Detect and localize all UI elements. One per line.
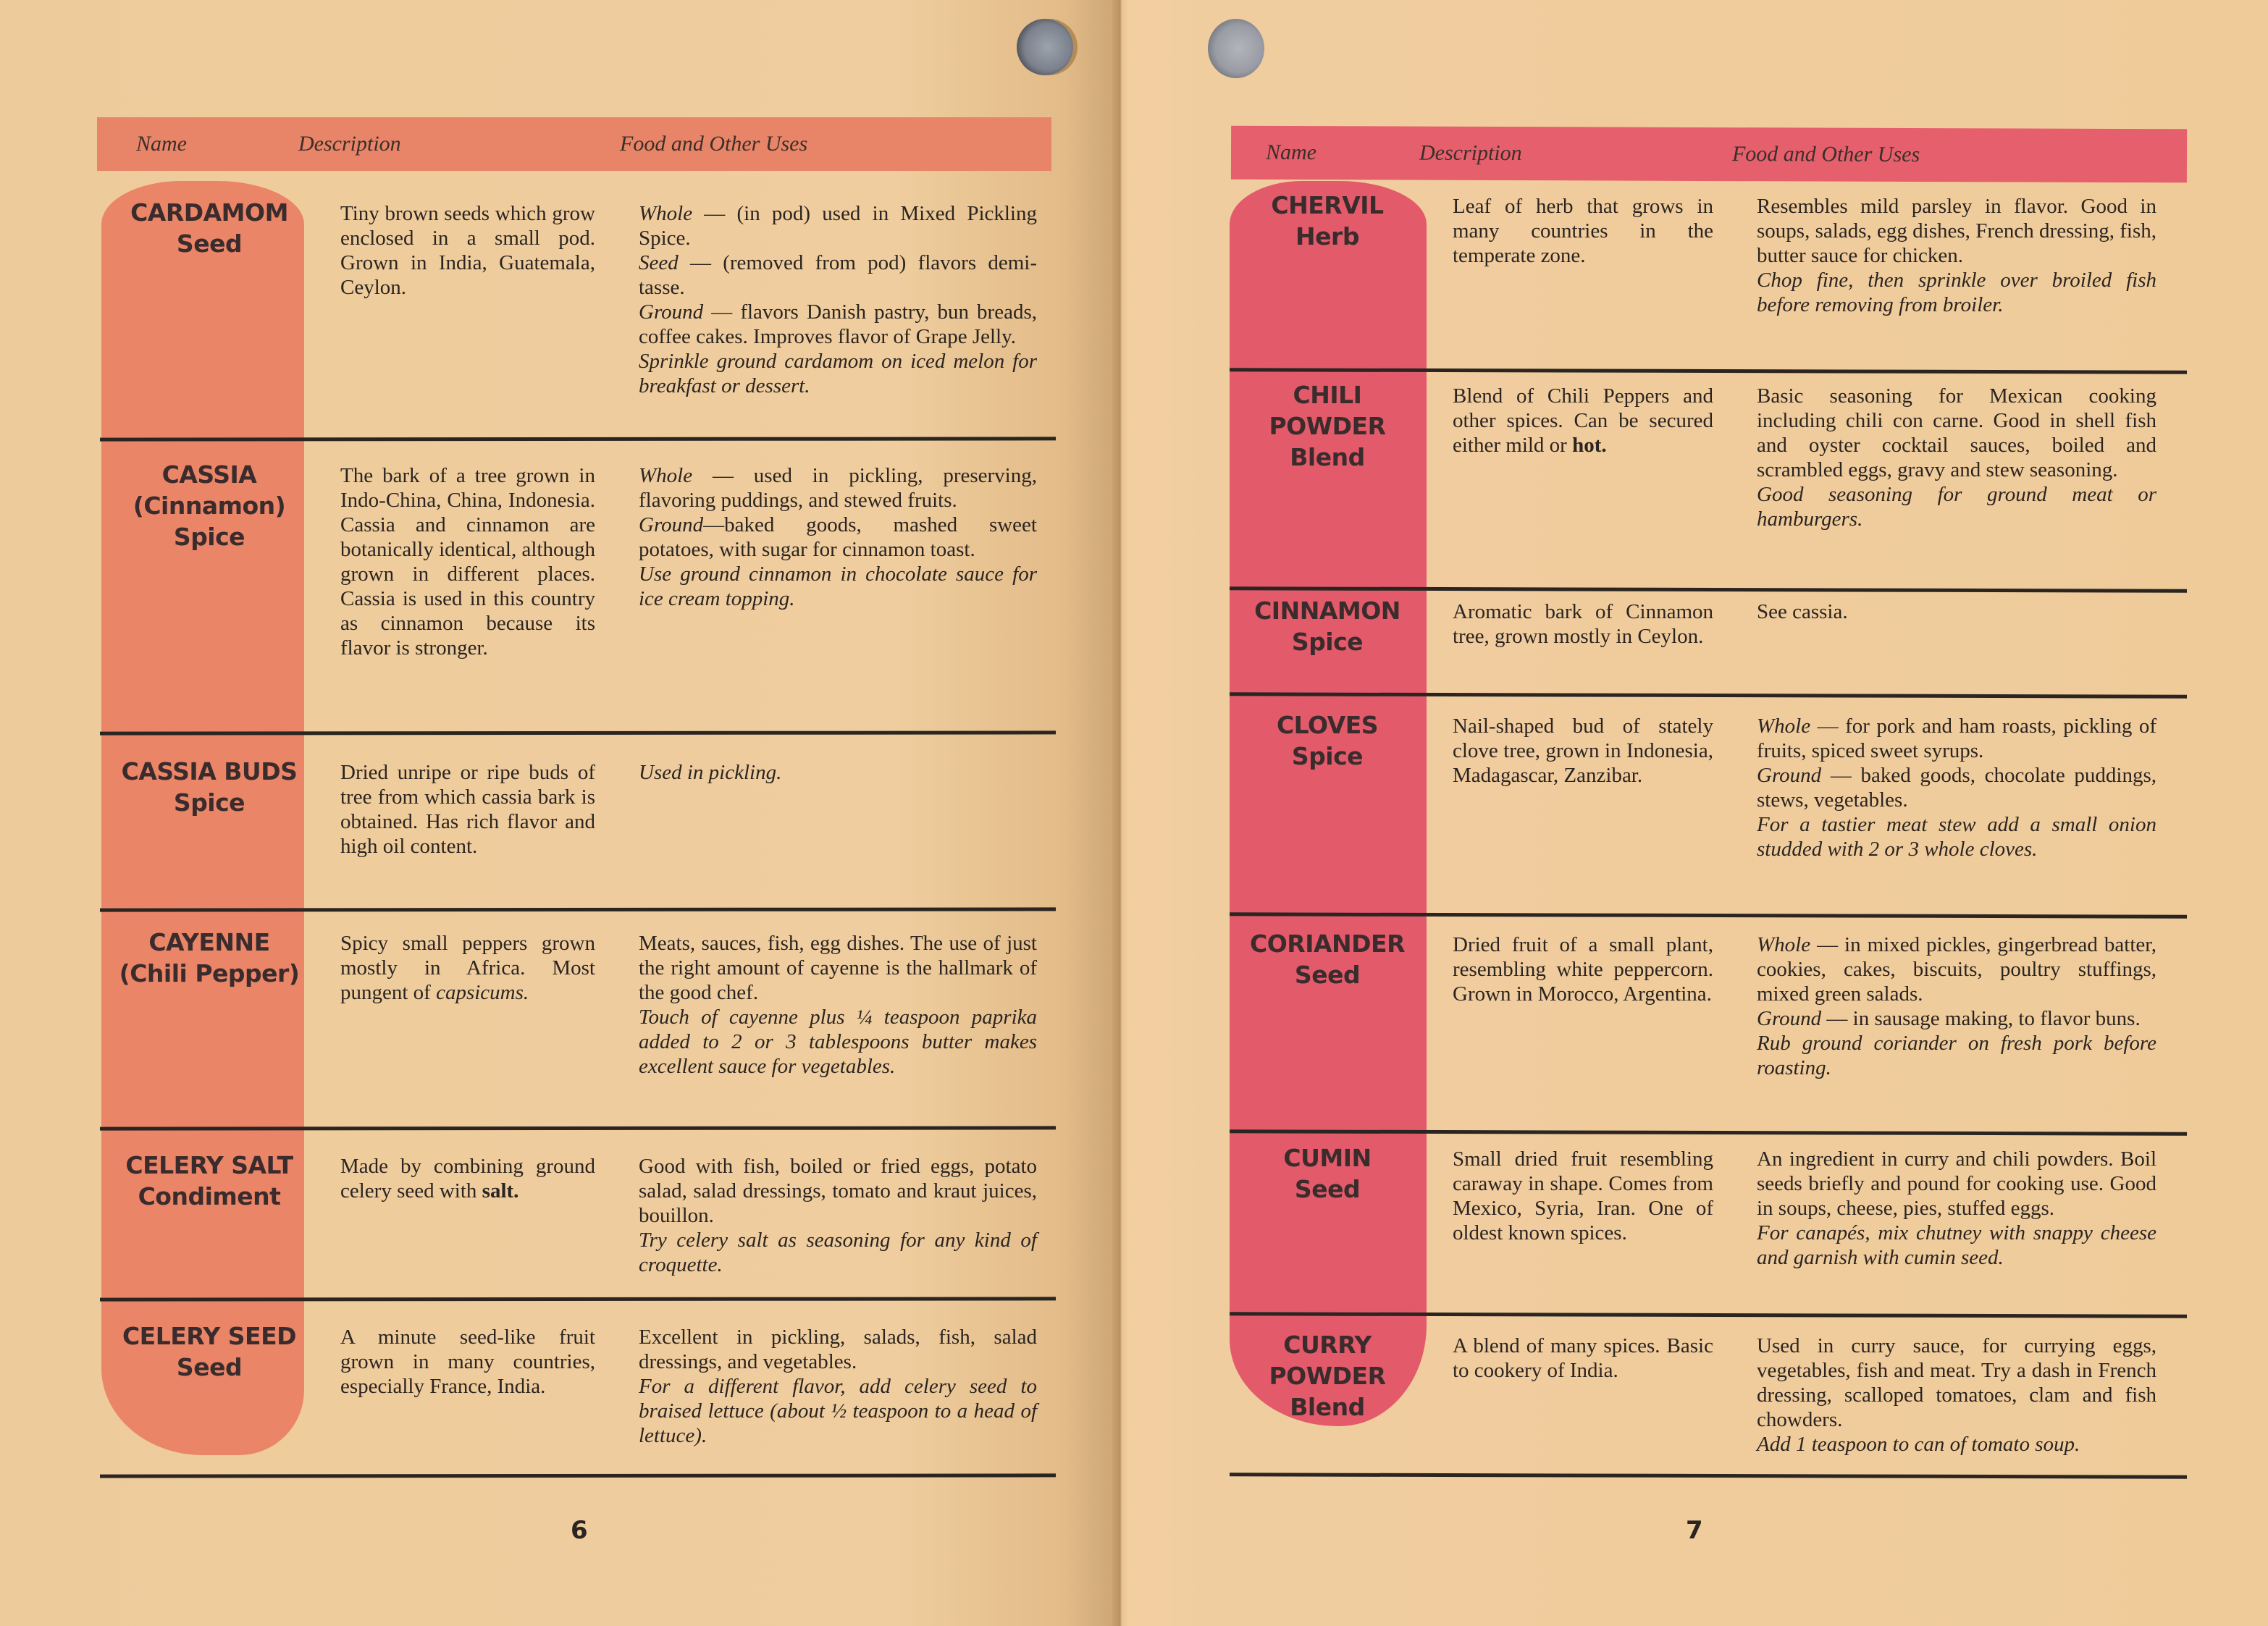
spice-name-title: CELERY SEED <box>122 1322 297 1350</box>
serving-tip: For canapés, mix chutney with snappy cheese and garnish with cumin seed. <box>1757 1221 2156 1269</box>
use-form-label: Whole <box>1757 715 1811 738</box>
row-divider <box>100 437 1056 441</box>
description-text: Dried unripe or ripe buds of tree from which cassia bark is obtained. Has rich flavor and high oil content. <box>340 761 595 858</box>
description-text: Small dried fruit resembling caraway in shape. Comes from Mexico, Syria, Iran. One of oldest known spices. <box>1453 1147 1713 1244</box>
page-number: 6 <box>571 1516 588 1545</box>
use-entry <box>639 1325 1037 1374</box>
spice-uses <box>639 463 1037 611</box>
spice-name <box>1230 1329 1425 1423</box>
use-entry <box>1757 599 2156 624</box>
use-entry <box>1757 714 2156 763</box>
spice-name-subtitle: Blend <box>1290 443 1365 471</box>
spice-description <box>340 463 595 660</box>
use-text: Basic seasoning for Mexican cooking including chili con carne. Good in shell fish and oyster cocktail sauces, boiled and scrambled eggs, gravy and stew seasoning. <box>1757 384 2156 481</box>
spice-uses <box>1757 194 2156 317</box>
spice-name-title: CASSIA <box>161 460 257 489</box>
use-form-label: Ground <box>1757 764 1822 787</box>
description-text: Spicy small peppers grown mostly in Africa. Most pungent of <box>340 932 595 1004</box>
spice-name-subtitle: Blend <box>1290 1393 1365 1421</box>
row-divider <box>100 730 1056 735</box>
use-form-label: Whole <box>1757 933 1811 956</box>
use-text: Meats, sauces, fish, egg dishes. The use of just the right amount of cayenne is the hallmark of the good chef. <box>639 932 1037 1004</box>
description-text: Aromatic bark of Cinnamon tree, grown mostly in Ceylon. <box>1453 600 1713 648</box>
spice-name-title: CURRY <box>1283 1331 1372 1359</box>
description-text: A blend of many spices. Basic to cookery of India. <box>1453 1334 1713 1382</box>
spice-description <box>1453 194 1713 268</box>
spice-name-subtitle: Condiment <box>138 1182 281 1210</box>
use-text: — (removed from pod) flavors demi-tasse. <box>639 251 1037 299</box>
use-text: Good with fish, boiled or fried eggs, potato salad, salad dressings, tomato and kraut juices, bouillon. <box>639 1155 1037 1227</box>
description-text: Nail-shaped bud of stately clove tree, grown in Indonesia, Madagascar, Zanzibar. <box>1453 715 1713 787</box>
spice-description <box>1453 599 1713 649</box>
header-uses: Food and Other Uses <box>620 132 808 156</box>
description-text: hot. <box>1572 434 1607 457</box>
spice-name-subtitle: Spice <box>1291 628 1364 656</box>
use-text: — in mixed pickles, gingerbread batter, cookies, cakes, biscuits, poultry stuffings, mixed green salads. <box>1757 933 2156 1006</box>
spice-description <box>340 201 595 300</box>
use-entry <box>1757 1147 2156 1221</box>
spice-description <box>340 931 595 1005</box>
use-text: Resembles mild parsley in flavor. Good in soups, salads, egg dishes, French dressing, fish, butter sauce for chicken. <box>1757 195 2156 267</box>
spice-uses <box>639 1154 1037 1277</box>
spice-name <box>1230 1142 1425 1205</box>
header-name: Name <box>136 132 187 156</box>
use-text: Excellent in pickling, salads, fish, salad dressings, and vegetables. <box>639 1326 1037 1373</box>
spice-name-title: CHERVIL <box>1271 191 1384 219</box>
use-form-label: Seed <box>639 251 679 274</box>
spice-name-title: CORIANDER <box>1250 930 1405 958</box>
header-name: Name <box>1265 140 1317 165</box>
use-text: Used in curry sauce, for currying eggs, vegetables, fish and meat. Try a dash in French dressing, scalloped tomatoes, clam and fish chowders. <box>1757 1334 2156 1431</box>
spice-name-subtitle: Seed <box>176 1353 243 1381</box>
use-entry <box>639 300 1037 349</box>
use-entry <box>639 931 1037 1005</box>
serving-tip: For a tastier meat stew add a small onion studded with 2 or 3 whole cloves. <box>1757 813 2156 861</box>
serving-tip: Touch of cayenne plus ¼ teaspoon paprika added to 2 or 3 tablespoons butter makes excellent sauce for vegetables. <box>639 1006 1037 1078</box>
use-text: — used in pickling, preserving, flavoring puddings, and stewed fruits. <box>639 464 1037 512</box>
use-form-label: Ground <box>639 300 704 324</box>
use-text: — flavors Danish pastry, bun breads, coffee cakes. Improves flavor of Grape Jelly. <box>639 300 1037 348</box>
serving-tip: Good seasoning for ground meat or hamburgers. <box>1757 483 2156 531</box>
spice-uses <box>1757 599 2156 624</box>
use-entry <box>1757 763 2156 812</box>
spice-description <box>1453 1147 1713 1245</box>
use-text: — (in pod) used in Mixed Pickling Spice. <box>639 202 1037 250</box>
use-entry <box>1757 194 2156 268</box>
spice-name-subtitle: Spice <box>173 523 245 551</box>
right-page <box>1121 0 2268 1626</box>
spice-name-subtitle: (Chili Pepper) <box>119 959 300 987</box>
spice-name-title: CHILI <box>1293 381 1362 409</box>
serving-tip: Add 1 teaspoon to can of tomato soup. <box>1757 1433 2080 1456</box>
use-text: — baked goods, chocolate puddings, stews, vegetables. <box>1757 764 2156 812</box>
use-entry <box>639 513 1037 562</box>
use-text: An ingredient in curry and chili powders. Boil seeds briefly and pound for cooking use. Good in soups, cheese, pies, stuffed eggs. <box>1757 1147 2156 1220</box>
spice-description <box>340 1154 595 1203</box>
header-uses: Food and Other Uses <box>1731 142 1920 167</box>
spice-name <box>104 1150 314 1212</box>
spice-name-title: CELERY SALT <box>125 1151 293 1179</box>
spice-name <box>104 1320 314 1383</box>
serving-tip: Chop fine, then sprinkle over broiled fish before removing from broiler. <box>1757 269 2156 316</box>
spice-uses <box>639 931 1037 1079</box>
row-divider <box>100 907 1056 911</box>
header-description: Description <box>1419 140 1522 166</box>
header-description: Description <box>298 132 401 156</box>
use-form-label: Ground <box>1757 1007 1822 1030</box>
spice-name-subtitle: Spice <box>173 788 245 817</box>
page-number: 7 <box>1686 1516 1703 1545</box>
use-entry <box>639 250 1037 300</box>
serving-tip: Try celery salt as seasoning for any kind of croquette. <box>639 1229 1037 1276</box>
spice-name <box>1230 190 1425 252</box>
serving-tip: Rub ground coriander on fresh pork before roasting. <box>1757 1032 2156 1079</box>
description-text: Blend of Chili Peppers and other spices. Can be secured either mild or <box>1453 384 1713 457</box>
description-text: The bark of a tree grown in Indo-China, China, Indonesia. Cassia and cinnamon are botanically identical, although grown in different places. Cassia is used in this country as cinnamon because its flavor is stronger. <box>340 464 595 660</box>
spice-uses <box>639 1325 1037 1448</box>
use-entry <box>1757 384 2156 482</box>
spice-name <box>1230 928 1425 990</box>
spice-description <box>340 760 595 859</box>
spice-uses <box>1757 384 2156 531</box>
spice-uses <box>639 760 1037 785</box>
use-entry <box>1757 1006 2156 1031</box>
use-entry <box>1757 1334 2156 1432</box>
use-entry <box>639 1154 1037 1228</box>
serving-tip: Used in pickling. <box>639 761 782 784</box>
row-divider <box>100 1126 1056 1130</box>
row-divider <box>1230 1473 2187 1478</box>
description-text: salt. <box>482 1179 519 1202</box>
spice-uses <box>1757 1334 2156 1457</box>
table-header <box>97 117 1051 171</box>
description-text: Leaf of herb that grows in many countries in the temperate zone. <box>1453 195 1713 267</box>
serving-tip: For a different flavor, add celery seed to braised lettuce (about ½ teaspoon to a head of lettuce). <box>639 1375 1037 1447</box>
spice-name-title: CAYENNE <box>148 928 270 956</box>
spice-name-title: CASSIA BUDS <box>121 757 298 785</box>
use-entry <box>639 201 1037 250</box>
spice-name-subtitle: Seed <box>1294 961 1361 989</box>
spice-uses <box>1757 1147 2156 1270</box>
spice-description <box>1453 714 1713 788</box>
use-text: —baked goods, mashed sweet potatoes, with sugar for cinnamon toast. <box>639 513 1037 561</box>
spice-description <box>1453 932 1713 1006</box>
spice-name <box>104 197 314 259</box>
book-gutter <box>1112 0 1130 1626</box>
spice-uses <box>639 201 1037 398</box>
table-header <box>1231 126 2187 183</box>
spice-name-subtitle: Seed <box>1294 1175 1361 1203</box>
serving-tip: Use ground cinnamon in chocolate sauce for ice cream topping. <box>639 563 1037 610</box>
spice-name <box>1230 379 1425 473</box>
description-text: Dried fruit of a small plant, resembling white peppercorn. Grown in Morocco, Argentina. <box>1453 933 1713 1006</box>
spice-name-title: CUMIN <box>1283 1144 1372 1172</box>
spice-name <box>104 459 314 552</box>
spice-name-subtitle: Spice <box>1291 742 1364 770</box>
use-form-label: Whole <box>639 464 693 487</box>
name-column-paint-blob <box>101 181 304 1455</box>
description-text: Made by combining ground celery seed with <box>340 1155 595 1202</box>
spice-name <box>104 927 314 989</box>
spice-name <box>1230 709 1425 772</box>
spice-name-subtitle: Herb <box>1295 222 1359 250</box>
spice-name-title: CARDAMOM <box>130 198 288 227</box>
left-page <box>0 0 1121 1626</box>
spice-description <box>1453 1334 1713 1383</box>
spice-name-title: CLOVES <box>1276 711 1379 739</box>
spice-uses <box>1757 932 2156 1080</box>
use-entry <box>1757 932 2156 1006</box>
row-divider <box>100 1297 1056 1301</box>
spice-name-subtitle: Seed <box>176 229 243 258</box>
binding-hole <box>1208 19 1264 78</box>
use-text: — for pork and ham roasts, pickling of fruits, spiced sweet syrups. <box>1757 715 2156 762</box>
use-form-label: Whole <box>639 202 693 225</box>
spice-uses <box>1757 714 2156 862</box>
use-entry <box>639 463 1037 513</box>
use-text: — in sausage making, to flavor buns. <box>1821 1007 2141 1030</box>
description-text: A minute seed-like fruit grown in many countries, especially France, India. <box>340 1326 595 1398</box>
spice-description <box>340 1325 595 1399</box>
spice-name-subtitle: (Cinnamon) <box>133 492 286 520</box>
spice-name-subtitle: POWDER <box>1269 1362 1386 1390</box>
row-divider <box>100 1473 1056 1478</box>
use-form-label: Ground <box>639 513 704 536</box>
description-text: capsicums. <box>436 981 529 1004</box>
spice-description <box>1453 384 1713 458</box>
spice-name <box>104 756 314 818</box>
use-text: See cassia. <box>1757 600 1848 623</box>
serving-tip: Sprinkle ground cardamom on iced melon for breakfast or dessert. <box>639 350 1037 397</box>
description-text: Tiny brown seeds which grow enclosed in a small pod. Grown in India, Guatemala, Ceylon. <box>340 202 595 299</box>
spice-name-subtitle: POWDER <box>1269 412 1386 440</box>
binding-hole <box>1017 19 1073 75</box>
spice-name-title: CINNAMON <box>1254 597 1400 625</box>
spice-name <box>1230 595 1425 657</box>
